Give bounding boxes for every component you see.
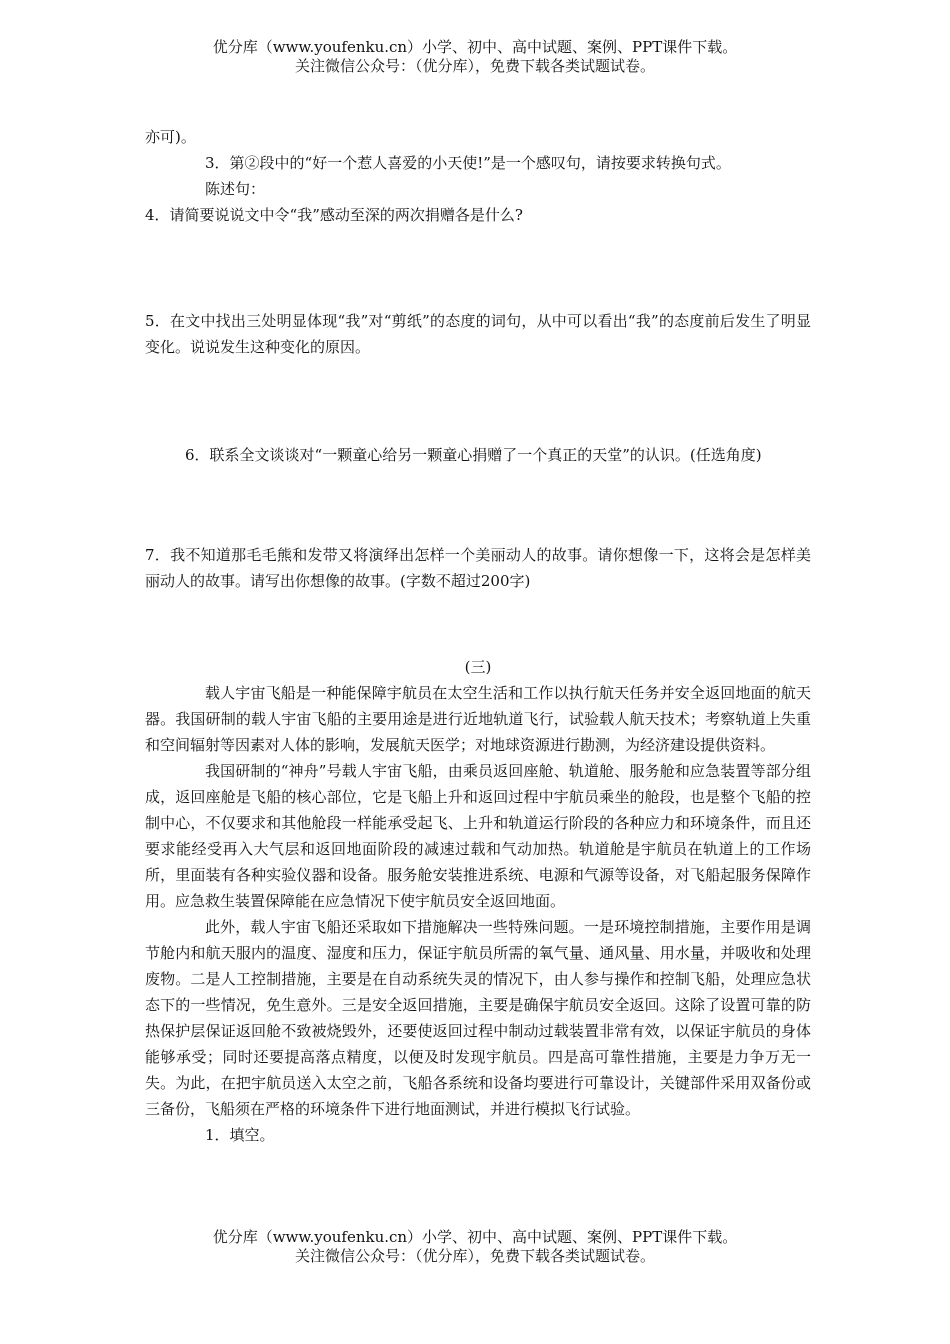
answer-space <box>145 228 811 308</box>
answer-space <box>145 594 811 654</box>
document-body <box>145 124 811 1148</box>
carry-over-text: 亦可)。 <box>145 128 196 146</box>
question-4: 4．请简要说说文中令“我”感动至深的两次捐赠各是什么? <box>145 206 523 224</box>
answer-space <box>145 360 811 442</box>
question-7: 7．我不知道那毛毛熊和发带又将演绎出怎样一个美丽动人的故事。请你想像一下，这将会是怎样美丽动人的故事。请写出你想像的故事。(字数不超过200字) <box>145 546 811 590</box>
question-3-answer-label: 陈述句： <box>205 180 266 198</box>
passage-paragraph-2: 我国研制的“神舟”号载人宇宙飞船，由乘员返回座舱、轨道舱、服务舱和应急装置等部分组成，返回座舱是飞船的核心部位，它是飞船上升和返回过程中宇航员乘坐的舱段，也是整个飞船的控制中心，不仅要求和其他舱段一样能承受起飞、上升和轨道运行阶段的各种应力和环境条件，而且还要求能经受再入大气层和返回地面阶段的减速过载和气动加热。轨道舱是宇航员在轨道上的工作场所，里面装有各种实验仪器和设备。服务舱安装推进系统、电源和气源等设备，对飞船起服务保障作用。应急救生装置保障能在应急情况下使宇航员安全返回地面。 <box>145 762 811 910</box>
section-heading: (三) <box>464 658 492 676</box>
passage-paragraph-1: 载人宇宙飞船是一种能保障宇航员在太空生活和工作以执行航天任务并安全返回地面的航天器。我国研制的载人宇宙飞船的主要用途是进行近地轨道飞行，试验载人航天技术；考察轨道上失重和空间辐射等因素对人体的影响，发展航天医学；对地球资源进行勘测，为经济建设提供资料。 <box>145 684 811 754</box>
footer-line-2: 关注微信公众号：（优分库），免费下载各类试题试卷。 <box>294 1247 655 1265</box>
question-5: 5．在文中找出三处明显体现“我”对“剪纸”的态度的词句，从中可以看出“我”的态度前后发生了明显变化。说说发生这种变化的原因。 <box>145 312 811 356</box>
section-question-1: 1．填空。 <box>205 1126 275 1144</box>
header-line-1: 优分库（www.youfenku.cn）小学、初中、高中试题、案例、PPT课件下载。 <box>212 38 738 56</box>
footer-line-1: 优分库（www.youfenku.cn）小学、初中、高中试题、案例、PPT课件下载。 <box>212 1228 738 1246</box>
header-line-2: 关注微信公众号：（优分库），免费下载各类试题试卷。 <box>294 57 655 75</box>
question-6: 6．联系全文谈谈对“一颗童心给另一颗童心捐赠了一个真正的天堂”的认识。(任选角度) <box>185 446 762 464</box>
passage-paragraph-3: 此外，载人宇宙飞船还采取如下措施解决一些特殊问题。一是环境控制措施，主要作用是调节舱内和航天服内的温度、湿度和压力，保证宇航员所需的氧气量、通风量、用水量，并吸收和处理废物。二是人工控制措施，主要是在自动系统失灵的情况下，由人参与操作和控制飞船，处理应急状态下的一些情况，免生意外。三是安全返回措施，主要是确保宇航员安全返回。这除了设置可靠的防热保护层保证返回舱不致被烧毁外，还要使返回过程中制动过载装置非常有效，以保证宇航员的身体能够承受；同时还要提高落点精度，以便及时发现宇航员。四是高可靠性措施，主要是力争万无一失。为此，在把宇航员送入太空之前，飞船各系统和设备均要进行可靠设计，关键部件采用双备份或三备份，飞船须在严格的环境条件下进行地面测试，并进行模拟飞行试验。 <box>145 918 811 1118</box>
page-footer <box>0 1228 950 1266</box>
page-header <box>0 38 950 76</box>
question-3: 3．第②段中的“好一个惹人喜爱的小天使!”是一个感叹句，请按要求转换句式。 <box>205 154 731 172</box>
answer-space <box>145 468 811 542</box>
